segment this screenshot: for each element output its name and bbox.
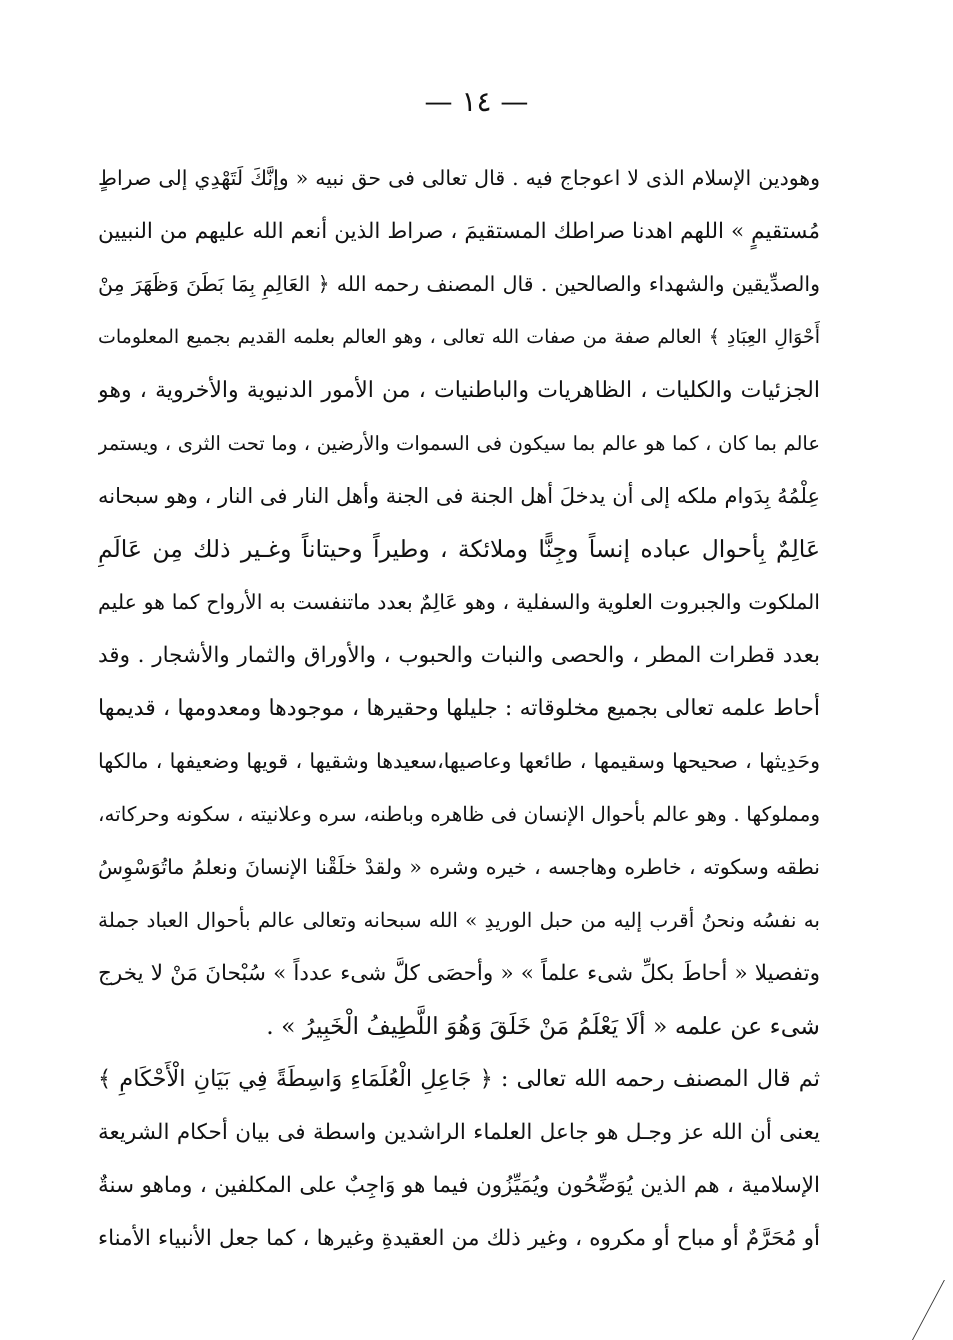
text-line: ثم قال المصنف رحمه الله تعالى : ﴿ جَاعِلِ الْعُلَمَاءِ وَاسِطَةً فِي بَيَانِ الْأَحْكَامِ ﴾: [98, 1066, 820, 1092]
text-line: الملكوت والجبروت العلوية والسفلية ، وهو عَالِمٌ بعدد ماتنفست به الأرواح كما هو عليم: [98, 590, 820, 614]
text-line: وحَدِيثها ، صحيحها وسقيمها ، طائعها وعاصيها،سعيدها وشقيها ، قويها وضعيفها ، مالكها: [98, 749, 820, 773]
scan-edge-mark: [912, 1280, 953, 1340]
text-line: شىء عن علمه « ألَا يَعْلَمُ مَنْ خَلَقَ وَهُوَ اللَّطِيفُ الْخَبِيرُ » .: [266, 1012, 820, 1040]
text-line: وهودين الإسلام الذى لا اعوجاج فيه . قال تعالى فى حق نبيه « وإنَّكَ لَتَهْدِي إلى صراطٍ: [98, 166, 820, 190]
text-line: عالم بما كان ، كما هو عالم بما سيكون فى السموات والأرضين ، وما تحت الثرى ، ويستمر: [98, 432, 820, 455]
text-line: عِلْمُهُ بِدَوام ملكه إلى أن يدخلَ أهل الجنة فى الجنة وأهل النار فى النار ، وهو سبحانه: [98, 484, 820, 508]
text-line: أو مُحَرَّمٌ أو مباح أو مكروه ، وغير ذلك من العقيدةِ وغيرها ، كما جعل الأنبياء الأمناء: [98, 1226, 820, 1251]
text-line: نطقه وسكوته ، خاطره وهاجسه ، خيره وشره « ولقدْ خلَقْنا الإنسانَ ونعلمُ ماتُوَسْوِسُ: [98, 855, 820, 879]
text-line: ومملوكها . وهو عالم بأحوال الإنسان فى ظاهره وباطنه، سره وعلانيته ، سكونه وحركاته،: [98, 802, 820, 826]
text-line: به نفسُه ونحنُ أقرب إليه من حبل الوريدِ » الله سبحانه وتعالى عالم بأحوال العباد جملة: [98, 908, 820, 932]
text-line: عَالِمٌ بِأحوال عباده إنساً وجِنًّا وملائكة ، وطيراً وحيتاناً وغـير ذلك مِن عَالَمِ: [98, 535, 820, 563]
text-line: أَحْوَالِ العِبَادِ ﴾ العالم صفة من صفات الله تعالى ، وهو العالم بعلمه القديم بجميع المعلومات: [98, 326, 820, 348]
text-line: أحاط علمه تعالى بجميع مخلوقاته : جليلها وحقيرها ، موجودها ومعدومها ، قديمها: [98, 696, 820, 721]
text-line: مُستقيمٍ » اللهم اهدنا صراطك المستقيمَ ، صراط الذين أنعم الله عليهم من النبيين: [98, 219, 820, 244]
text-line: الإسلامية ، هم الذين يُوَضِّحُون ويُمَيِّزُون فيما هو وَاجِبٌ على المكلفين ، وماهو سنةٌ: [98, 1173, 820, 1198]
page-number: — ١٤ —: [424, 85, 529, 118]
text-line: الجزئيات والكليات ، الظاهريات والباطنيات ، من الأمور الدنيوية والأخروية ، وهو: [98, 378, 820, 403]
text-line: والصدِّيقين والشهداء والصالحين . قال المصنف رحمه الله ﴿ العَالِمِ بِمَا بَطَنَ وَظَهَرَ مِنْ: [98, 272, 820, 296]
text-line: بعدد قطرات المطر ، والحصى والنبات والحبوب ، والأوراق والثمار والأشجار . وقد: [98, 643, 820, 668]
body-text: [98, 152, 820, 1265]
text-line: وتفصيلا « أحاطَ بكلِّ شىء علماً » « وأحصَى كلَّ شىء عدداً » سُبْحانَ مَنْ لا يخرج: [98, 961, 820, 986]
text-line: يعنى أن الله عز وجـل هو جاعل العلماء الراشدين واسطة فى بيان أحكام الشريعة: [98, 1120, 820, 1145]
